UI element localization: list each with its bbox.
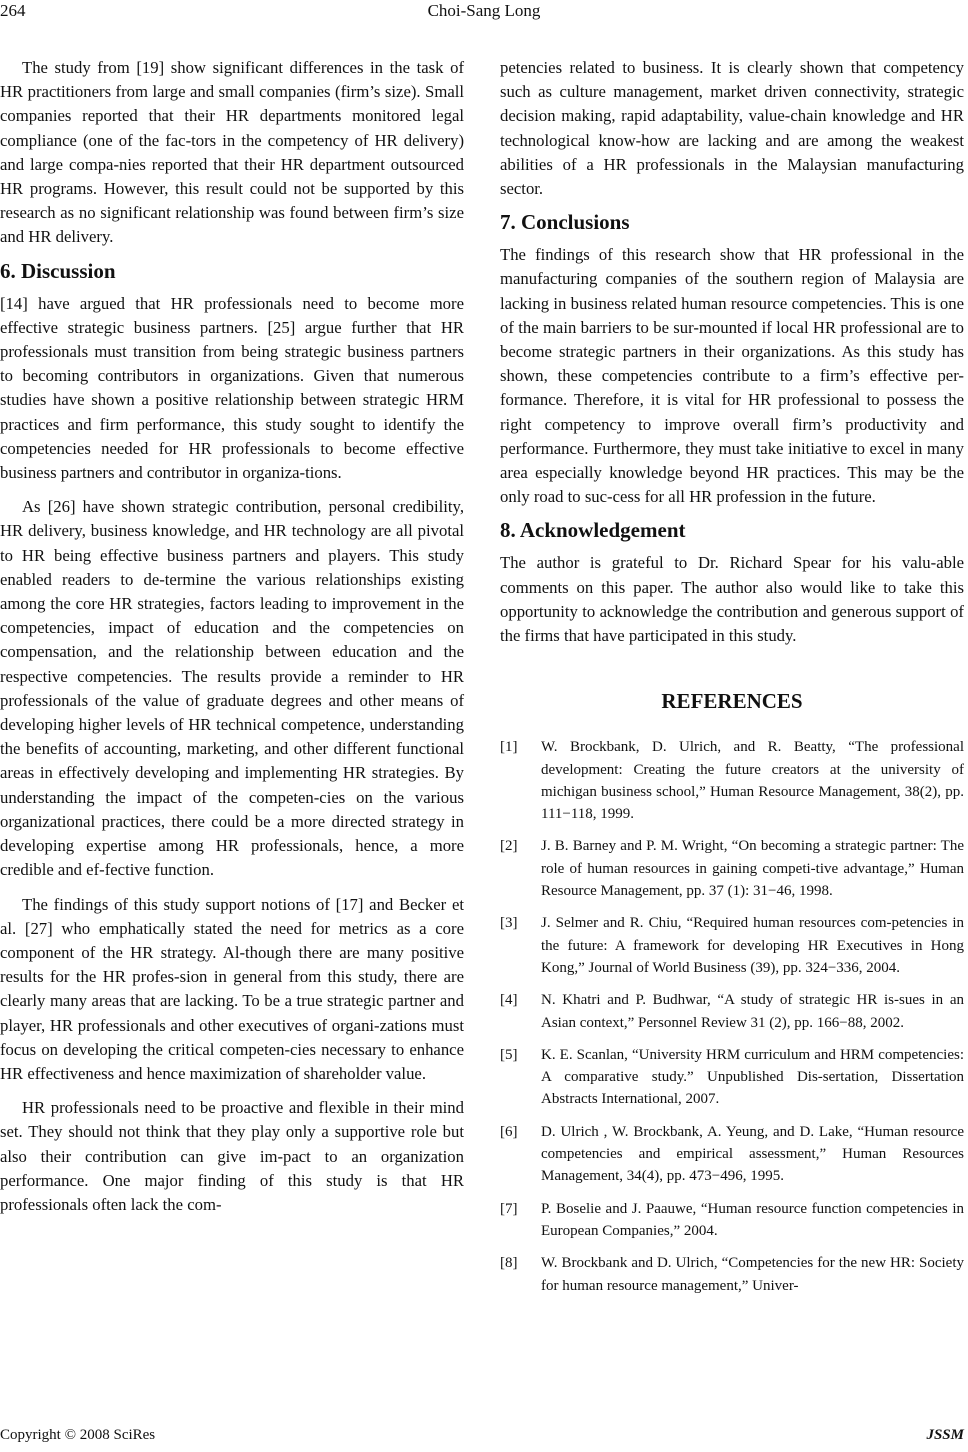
reference-number: [5] (500, 1046, 518, 1063)
reference-text: N. Khatri and P. Budhwar, “A study of strategic HR is-sues in an Asian context,” Personnel Review 31 (2), pp. 166−88, 2002. (541, 992, 964, 1031)
paragraph-acknowledgement: The author is grateful to Dr. Richard Spear for his valu-able comments on this paper. The author also would like to take this opportunity to acknowledge the contribution and generous support of the firms that have participated in this study. (500, 553, 964, 646)
reference-number: [4] (500, 992, 518, 1009)
reference-item (500, 1198, 964, 1243)
reference-text: P. Boselie and J. Paauwe, “Human resource function competencies in European Companies,” 2004. (541, 1200, 964, 1239)
paragraph-discussion-3: The findings of this study support notions of [17] and Becker et al. [27] who emphatically stated the need for metrics as a core component of the HR strategy. Al-though there are many positive results for the HR profes-sion in general from this study, there are clearly many areas that are lacking. To be a true strategic partner and player, HR professionals and other executives of organi-zations must focus on developing the critical competen-cies necessary to enhance HR effectiveness and hence maximization of shareholder value. (0, 894, 464, 1083)
reference-item (500, 736, 964, 825)
references-heading: REFERENCES (661, 689, 803, 714)
section-heading-conclusions: 7. Conclusions (500, 210, 630, 235)
reference-text: W. Brockbank and D. Ulrich, “Competencies for the new HR: Society for human resource management,” Univer- (541, 1255, 964, 1294)
reference-item (500, 912, 964, 979)
paragraph-continued: petencies related to business. It is clearly shown that competency such as culture management, market driven connectivity, strategic decision making, rapid adaptability, value-chain knowledge and HR technological know-how are lacking and are among the weakest abilities of a HR professionals in the Malaysian manufacturing sector. (500, 58, 964, 199)
right-column (500, 56, 964, 1307)
reference-text: J. B. Barney and P. M. Wright, “On becoming a strategic partner: The role of human resources in gaining competi-tive advantage,” Human Resource Management, pp. 37 (1): 31−46, 1998. (541, 838, 964, 900)
reference-text: K. E. Scanlan, “University HRM curriculum and HRM competencies: A comparative study.” Unpublished Dis-sertation, Dissertation Abstracts International, 2007. (541, 1046, 964, 1108)
reference-number: [7] (500, 1200, 518, 1217)
reference-item (500, 1121, 964, 1188)
paragraph-conclusions: The findings of this research show that HR professional in the manufacturing companies of the southern region of Malaysia are lacking in business related human resource competencies. This is one of the main barriers to be sur-mounted if local HR professional are to become strategic partners in their organizations. As this study has shown, these competencies contribute to a firm’s effective per-formance. Therefore, it is vital for HR professional to possess the right competency to improve overall firm’s productivity and performance. Furthermore, they must take initiative to excel in many area especially knowledge beyond HR practices. This may be the only road to suc-cess for all HR profession in the future. (500, 245, 964, 507)
running-title: Choi-Sang Long (427, 1, 541, 20)
reference-item (500, 835, 964, 902)
journal-name: JSSM (926, 1427, 964, 1443)
page-header (0, 0, 968, 24)
paragraph-firm-size: The study from [19] show significant differences in the task of HR practitioners from large and small companies (firm’s size). Small companies reported that their HR departments monitored legal compliance (one of the fac-tors in the competency of HR delivery) and large compa-nies reported that their HR department outsourced HR programs. However, this result could not be supported by this research as no significant relationship was found between firm’s size and HR delivery. (0, 58, 464, 247)
reference-text: J. Selmer and R. Chiu, “Required human resources com-petencies in the future: A framework for developing HR Executives in Hong Kong,” Journal of World Business (39), pp. 324−336, 2004. (541, 915, 964, 976)
reference-number: [3] (500, 915, 518, 932)
paragraph-discussion-1: [14] have argued that HR professionals need to become more effective strategic business partners. [25] argue further that HR professionals must transition from being strategic business partners to becoming contributors in organizations. Given that numerous studies have shown a positive relationship between strategic HRM practices and firm performance, this study sought to identify the competencies needed for HR professionals to become effective business partners and contributor in organiza-tions. (0, 293, 464, 483)
reference-item (500, 1044, 964, 1111)
reference-number: [2] (500, 838, 518, 855)
reference-item (500, 1252, 964, 1297)
left-column (0, 56, 464, 1217)
section-heading-acknowledgement: 8. Acknowledgement (500, 518, 686, 543)
reference-number: [6] (500, 1123, 518, 1140)
reference-text: D. Ulrich , W. Brockbank, A. Yeung, and D. Lake, “Human resource competencies and empirical assessment,” Human Resources Management, 34(4), pp. 473−496, 1995. (541, 1123, 964, 1185)
section-heading-discussion: 6. Discussion (0, 258, 116, 283)
reference-text: W. Brockbank, D. Ulrich, and R. Beatty, “The professional development: Creating the future creators at the university of michigan business school,” Human Resource Management, 38(2), pp. 111−118, 1999. (541, 739, 964, 823)
copyright-notice: Copyright © 2008 SciRes (0, 1427, 156, 1443)
reference-number: [1] (500, 739, 518, 756)
reference-number: [8] (500, 1255, 518, 1272)
page-number: 264 (0, 1, 26, 20)
paragraph-discussion-4: HR professionals need to be proactive and flexible in their mind set. They should not think that they play only a supportive role but also their contribution can give im-pact to an organization performance. One major finding of this study is that HR professionals often lack the com- (0, 1098, 464, 1214)
paragraph-discussion-2: As [26] have shown strategic contribution, personal credibility, HR delivery, business knowledge, and HR technology are all pivotal to HR being effective business partners and players. This study enabled readers to de-termine the various relationships existing among the core HR strategies, factors leading to improvement in the competencies, impact of education and the competencies on compensation, and the relationship between education and the respective competencies. The results provide a reminder to HR professionals of the value of graduate degrees and other means of developing higher levels of HR technical competence, understanding the benefits of accounting, marketing, and other different functional areas in effectively developing and implementing HR strategies. By understanding the impact of the competen-cies on the various organizational practices, there could be a more directed strategy in developing expertise among HR professionals, hence, a more credible and ef-fective function. (0, 497, 464, 880)
reference-item (500, 989, 964, 1034)
